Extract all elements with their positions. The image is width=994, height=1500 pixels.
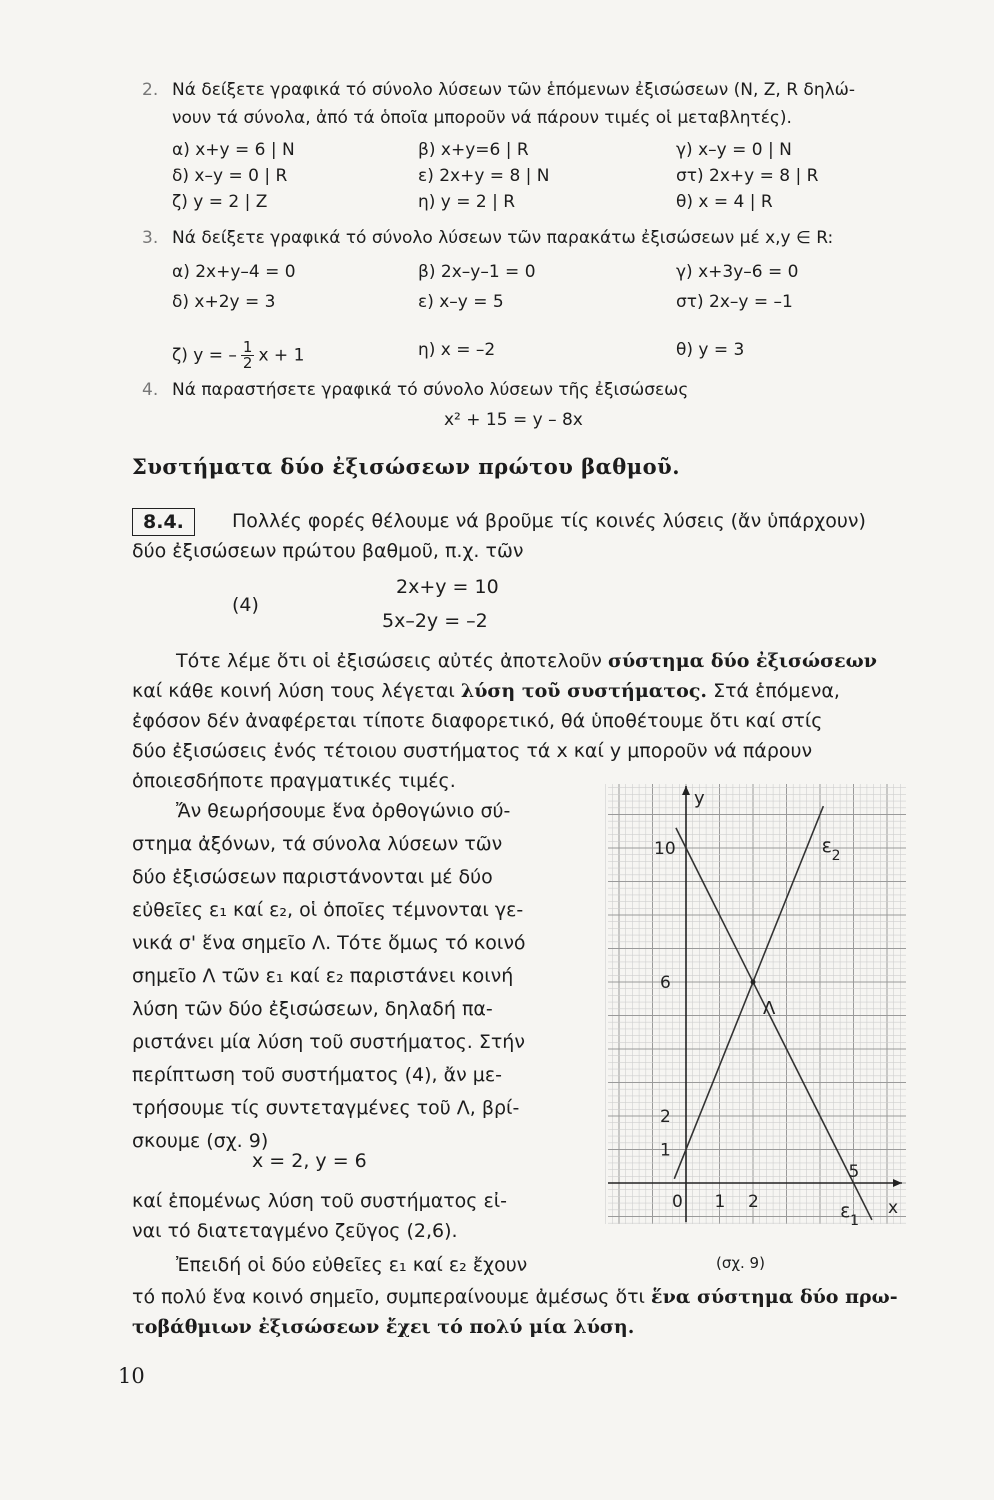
y-tick-label: 1 bbox=[660, 1140, 671, 1161]
exercise-item: δ) x–y = 0 | R bbox=[172, 166, 288, 186]
paragraph-text: νικά σ' ἕνα σημεῖο Λ. Τότε ὅμως τό κοινό bbox=[132, 932, 526, 954]
paragraph-text: Ἄν θεωρήσουμε ἕνα ὀρθογώνιο σύ- bbox=[176, 800, 511, 822]
y-axis-arrow bbox=[682, 786, 690, 795]
page-number: 10 bbox=[118, 1364, 145, 1388]
exercise-item: γ) x–y = 0 | N bbox=[676, 140, 792, 160]
exercise-number: 2. bbox=[142, 80, 159, 100]
intersection-point bbox=[751, 980, 756, 985]
exercise-item: στ) 2x+y = 8 | R bbox=[676, 166, 819, 186]
exercise-item: η) y = 2 | R bbox=[418, 192, 516, 212]
exercise-item: ε) x–y = 5 bbox=[418, 292, 504, 312]
paragraph-text: καί κάθε κοινή λύση τους λέγεται λύση τοῦ συστήματος. Στά ἑπόμενα, bbox=[132, 680, 840, 702]
fraction-denominator: 2 bbox=[242, 354, 253, 372]
paragraph-text: τό πολύ ἕνα κοινό σημεῖο, συμπεραίνουμε ἀμέσως ὅτι ἕνα σύστημα δύο πρω- bbox=[132, 1286, 898, 1308]
exercise-text: Νά δείξετε γραφικά τό σύνολο λύσεων τῶν παρακάτω ἐξισώσεων μέ x,y ∈ R: bbox=[172, 228, 834, 248]
system-label: (4) bbox=[232, 594, 259, 616]
exercise-item: θ) x = 4 | R bbox=[676, 192, 773, 212]
paragraph-text: Ἐπειδή οἱ δύο εὐθεῖες ε₁ καί ε₂ ἔχουν bbox=[176, 1254, 528, 1276]
exercise-item: α) x+y = 6 | N bbox=[172, 140, 295, 160]
figure-caption: (σχ. 9) bbox=[716, 1254, 765, 1272]
paragraph-conclusion: τοβάθμιων ἐξισώσεων ἔχει τό πολύ μία λύση. bbox=[132, 1316, 635, 1338]
paragraph-text: δύο ἐξισώσεων πρώτου βαθμοῦ, π.χ. τῶν bbox=[132, 540, 524, 562]
figure-graph bbox=[600, 778, 910, 1226]
x-axis-label: x bbox=[888, 1198, 899, 1218]
graph-labels bbox=[654, 788, 898, 1226]
exercise-item: β) x+y=6 | R bbox=[418, 140, 529, 160]
y-axis-label: y bbox=[694, 788, 705, 809]
paragraph-text: σημεῖο Λ τῶν ε₁ καί ε₂ παριστάνει κοινή bbox=[132, 965, 514, 987]
line-e1-label: ε bbox=[840, 1200, 851, 1222]
exercise-item: στ) 2x–y = –1 bbox=[676, 292, 793, 312]
paragraph-text: σκουμε (σχ. 9) bbox=[132, 1130, 269, 1152]
exercise-text: Νά δείξετε γραφικά τό σύνολο λύσεων τῶν ἑπόμενων ἐξισώσεων (N, Z, R δηλώ- bbox=[172, 80, 856, 100]
paragraph-text: ἐφόσον δέν ἀναφέρεται τίποτε διαφορετικό, θά ὑποθέτουμε ὅτι καί στίς bbox=[132, 710, 823, 732]
section-title: Συστήματα δύο ἐξισώσεων πρώτου βαθμοῦ. bbox=[132, 454, 681, 479]
x-tick-label: 2 bbox=[748, 1192, 759, 1212]
paragraph-text: περίπτωση τοῦ συστήματος (4), ἄν με- bbox=[132, 1064, 503, 1086]
system-equation: 5x–2y = –2 bbox=[382, 610, 488, 632]
x-tick-label: 5 bbox=[848, 1162, 860, 1182]
paragraph-text: ναι τό διατεταγμένο ζεῦγος (2,6). bbox=[132, 1220, 458, 1242]
x-tick-label: 1 bbox=[714, 1192, 726, 1212]
paragraph-text: ριστάνει μία λύση τοῦ συστήματος. Στήν bbox=[132, 1031, 525, 1053]
line-e1 bbox=[676, 828, 872, 1220]
paragraph-text: τρήσουμε τίς συντεταγμένες τοῦ Λ, βρί- bbox=[132, 1097, 520, 1119]
paragraph-text: λύση τῶν δύο ἐξισώσεων, δηλαδή πα- bbox=[132, 998, 493, 1020]
exercise-equation: x² + 15 = y – 8x bbox=[444, 410, 583, 430]
x-tick-label: 0 bbox=[672, 1192, 683, 1212]
line-e1-sub: 1 bbox=[850, 1213, 860, 1226]
exercise-number: 3. bbox=[142, 228, 159, 248]
exercise-item: ζ) y = 2 | Z bbox=[172, 192, 268, 212]
line-e2-sub: 2 bbox=[831, 848, 841, 864]
fraction-numerator: 1 bbox=[242, 338, 253, 356]
paragraph-text: εὐθεῖες ε₁ καί ε₂, οἱ ὁποῖες τέμνονται γε- bbox=[132, 899, 524, 921]
exercise-item: η) x = –2 bbox=[418, 340, 496, 360]
exercise-number: 4. bbox=[142, 380, 159, 400]
point-label: Λ bbox=[763, 998, 776, 1019]
line-e2-label: ε bbox=[821, 835, 832, 857]
paragraph-label: 8.4. bbox=[132, 508, 195, 536]
y-tick-label: 6 bbox=[660, 973, 671, 993]
paragraph-text: δύο ἐξισώσεων παριστάνονται μέ δύο bbox=[132, 866, 493, 888]
paragraph-text: δύο ἐξισώσεις ἑνός τέτοιου συστήματος τά x καί y μποροῦν νά πάρουν bbox=[132, 740, 813, 762]
graph-grid bbox=[606, 784, 906, 1224]
y-tick-label: 2 bbox=[660, 1107, 671, 1127]
exercise-text: νουν τά σύνολα, ἀπό τά ὁποῖα μποροῦν νά πάρουν τιμές οἱ μεταβλητές). bbox=[172, 108, 792, 128]
exercise-item: θ) y = 3 bbox=[676, 340, 745, 360]
paragraph-text: ὁποιεσδήποτε πραγματικές τιμές. bbox=[132, 770, 456, 792]
exercise-item: ε) 2x+y = 8 | N bbox=[418, 166, 550, 186]
exercise-text: Νά παραστήσετε γραφικά τό σύνολο λύσεων τῆς ἐξισώσεως bbox=[172, 380, 689, 400]
exercise-item: δ) x+2y = 3 bbox=[172, 292, 276, 312]
exercise-item-zeta: ζ) y = – $\frac{1}{2}$ x + 1 bbox=[172, 338, 305, 372]
exercise-item: β) 2x–y–1 = 0 bbox=[418, 262, 536, 282]
paragraph-text: Τότε λέμε ὅτι οἱ ἐξισώσεις αὐτές ἀποτελοῦν σύστημα δύο ἐξισώσεων bbox=[176, 650, 877, 672]
paragraph-text: Πολλές φορές θέλουμε νά βροῦμε τίς κοινές λύσεις (ἄν ὑπάρχουν) bbox=[232, 510, 866, 532]
system-equation: 2x+y = 10 bbox=[396, 576, 499, 598]
exercise-item: α) 2x+y–4 = 0 bbox=[172, 262, 296, 282]
exercise-item: γ) x+3y–6 = 0 bbox=[676, 262, 799, 282]
paragraph-text: στημα ἀξόνων, τά σύνολα λύσεων τῶν bbox=[132, 833, 503, 855]
paragraph-text: καί ἑπομένως λύση τοῦ συστήματος εἰ- bbox=[132, 1190, 508, 1212]
solution-line: x = 2, y = 6 bbox=[252, 1150, 367, 1172]
y-tick-label: 10 bbox=[654, 839, 676, 859]
